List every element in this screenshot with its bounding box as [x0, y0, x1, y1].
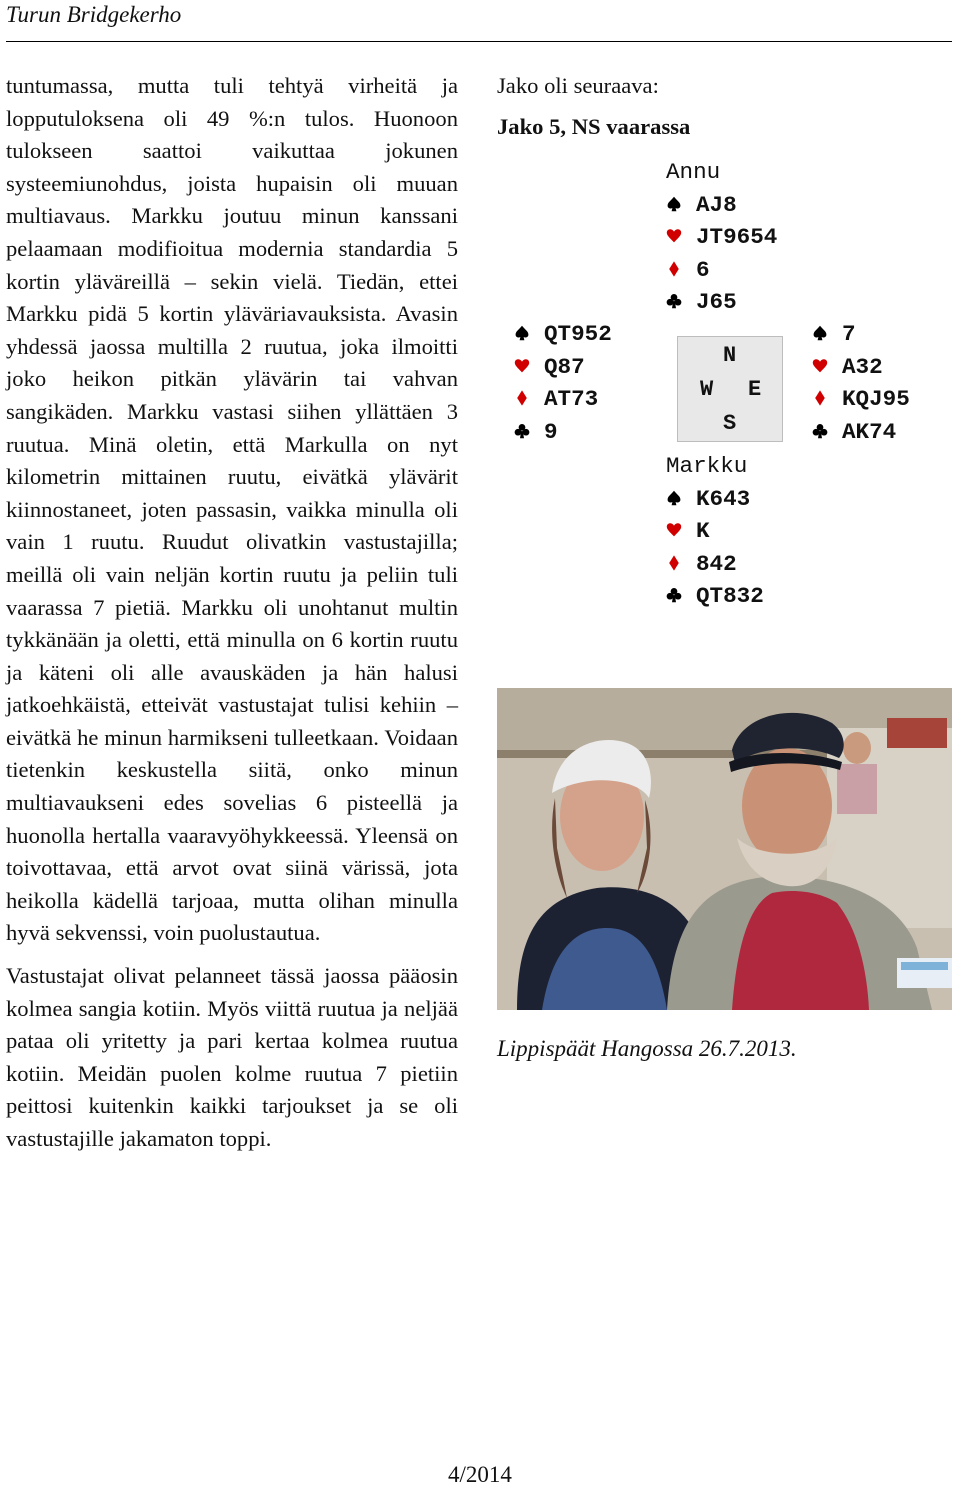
running-header: Turun Bridgekerho — [6, 2, 182, 27]
north-clubs: J65 — [696, 289, 737, 316]
player-name-south: Markku — [666, 453, 748, 479]
hand-north — [666, 156, 777, 319]
article-paragraph: tuntumassa, mutta tuli tehtyä virheitä ja lopputuloksena oli 49 %:n tulos. Huonoon tulokseen saattoi vaikuttaa jokunen systeemiunohdus, joista hupaisin oli muuan multiavaus. Markku joutuu minun kanssani pelaamaan modifioitua modernia standardia 5 kortin yläväreillä – sekin vielä. Tiedän, ettei Markku pidä 5 kortin yläväriavauksista. Avasin yhdessä jaossa multilla 2 ruutua, joka ilmoitti joko heikon pitkän ylävärin tai vahvan sangikäden. Markku vastasi siihen yllättäen 3 ruutua. Minä oletin, että Markulla on nyt kilometrin mittainen ruutu, eivätkä ylävärit kiinnostaneet, joten passasin, vaikka minulla oli vain 1 ruutu. Ruudut olivatkin vastustajilla; meillä oli vain neljän kortin ruutu ja peliin tuli vaarassa 7 pietiä. Markku oli unohtanut multin tykkänään ja oletti, että minulla on 6 kortin ruutu ja käteni oli alle avauskäden ja hän halusi jatkoehkäistä, etteivät vastustajat tulisi kehiin – eivätkä he minun harmikseni tulleetkaan. Voidaan tietenkin keskustella siitä, onko minun multiavaukseni edes sovelias 6 pisteellä ja huonolla hertalla vaaravyöhykkeessä. Yleensä on toivottavaa, että arvot ovat siinä värissä, jota heikolla kädellä tarjoaa, mutta olihan minulla hyvä sekvenssi, voin puolustautua. — [6, 73, 458, 946]
deal-title: Jako 5, NS vaarassa — [497, 114, 691, 139]
deal-intro: Jako oli seuraava: — [497, 73, 659, 98]
south-hearts: K — [696, 518, 710, 545]
header-rule — [6, 41, 952, 42]
compass-west: W — [700, 377, 714, 402]
south-diamonds: 842 — [696, 550, 737, 577]
spade-icon — [812, 318, 842, 351]
heart-icon — [812, 351, 842, 384]
article-right-column — [497, 70, 952, 1061]
diamond-icon — [514, 383, 544, 416]
compass-box — [677, 336, 783, 442]
article-paragraph: Vastustajat olivat pelanneet tässä jaossa pääosin kolmea sangia kotiin. Myös viittä ruutua ja neljää pataa oli yritetty ja pari kertaa kolmea ruutua kotiin. Meidän puolen kolme ruutua 7 pietiin peittosi kuitenkin kaikki tarjoukset ja se oli vastustajille jakamaton toppi. — [6, 963, 458, 1151]
spade-icon — [666, 189, 696, 222]
east-clubs: AK74 — [842, 418, 897, 445]
player-name-north: Annu — [666, 159, 721, 185]
spade-icon — [514, 318, 544, 351]
compass-south: S — [723, 411, 737, 436]
north-spades: AJ8 — [696, 191, 737, 218]
club-icon — [666, 580, 696, 613]
east-spades: 7 — [842, 321, 856, 347]
compass-east: E — [748, 377, 762, 402]
west-clubs: 9 — [544, 418, 558, 445]
diamond-icon — [666, 548, 696, 581]
east-diamonds: KQJ95 — [842, 386, 910, 413]
heart-icon — [514, 351, 544, 384]
article-left-column — [6, 70, 458, 1156]
heart-icon — [666, 515, 696, 548]
south-clubs: QT832 — [696, 583, 764, 610]
photo-two-players — [497, 688, 952, 1010]
diamond-icon — [666, 254, 696, 287]
south-spades: K643 — [696, 485, 751, 512]
east-hearts: A32 — [842, 353, 883, 380]
photo-caption: Lippispäät Hangossa 26.7.2013. — [497, 1036, 797, 1061]
compass-north: N — [723, 343, 737, 368]
diamond-icon — [812, 383, 842, 416]
hand-east — [812, 318, 910, 448]
hand-south — [666, 450, 764, 613]
club-icon — [666, 286, 696, 319]
heart-icon — [666, 221, 696, 254]
north-hearts: JT9654 — [696, 224, 778, 251]
west-spades: QT952 — [544, 321, 612, 347]
page-footer-issue: 4/2014 — [448, 1462, 512, 1487]
hand-west — [514, 318, 612, 448]
club-icon — [514, 416, 544, 449]
west-hearts: Q87 — [544, 353, 585, 380]
spade-icon — [666, 483, 696, 516]
west-diamonds: AT73 — [544, 386, 599, 413]
north-diamonds: 6 — [696, 256, 710, 283]
club-icon — [812, 416, 842, 449]
